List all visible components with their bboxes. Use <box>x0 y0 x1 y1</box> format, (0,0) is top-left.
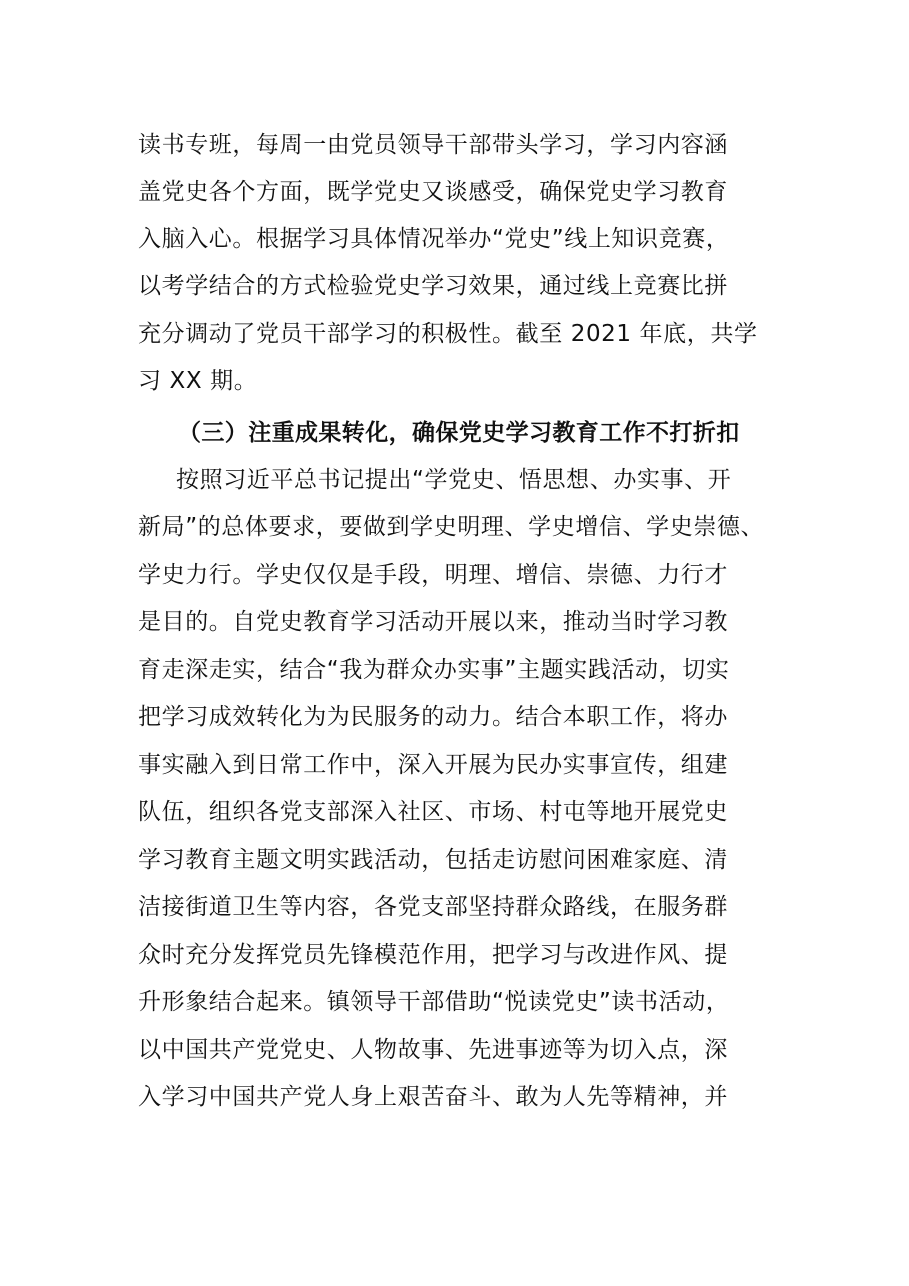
body-line-8: 新局”的总体要求，要做到学史明理、学史增信、学史崇德、 <box>138 514 765 540</box>
body-line-10: 是目的。自党史教育学习活动开展以来，推动当时学习教 <box>138 609 728 635</box>
body-line-16: 洁接街道卫生等内容，各党支部坚持群众路线，在服务群 <box>138 894 728 920</box>
body-line-5: 充分调动了党员干部学习的积极性。截至 2021 年底，共学 <box>138 321 758 347</box>
body-line-14: 队伍，组织各党支部深入社区、市场、村屯等地开展党史 <box>138 799 728 825</box>
body-line-4: 以考学结合的方式检验党史学习效果，通过线上竞赛比拼 <box>138 273 728 299</box>
body-line-7: 按照习近平总书记提出“学党史、悟思想、办实事、开 <box>176 467 732 493</box>
body-line-18: 升形象结合起来。镇领导干部借助“悦读党史”读书活动， <box>138 989 730 1015</box>
body-line-9: 学史力行。学史仅仅是手段，明理、增信、崇德、力行才 <box>138 562 728 588</box>
body-line-2: 盖党史各个方面，既学党史又谈感受，确保党史学习教育 <box>138 179 728 205</box>
section-heading: （三）注重成果转化，确保党史学习教育工作不打折扣 <box>178 420 740 446</box>
body-line-17: 众时充分发挥党员先锋模范作用，把学习与改进作风、提 <box>138 942 728 968</box>
body-line-12: 把学习成效转化为为民服务的动力。结合本职工作，将办 <box>138 704 728 730</box>
body-line-6: 习 XX 期。 <box>138 368 258 394</box>
body-line-11: 育走深走实，结合“我为群众办实事”主题实践活动，切实 <box>138 657 730 683</box>
body-line-15: 学习教育主题文明实践活动，包括走访慰问困难家庭、清 <box>138 847 728 873</box>
body-line-20: 入学习中国共产党人身上艰苦奋斗、敢为人先等精神，并 <box>138 1084 728 1110</box>
body-line-13: 事实融入到日常工作中，深入开展为民办实事宣传，组建 <box>138 752 728 778</box>
body-line-1: 读书专班，每周一由党员领导干部带头学习，学习内容涵 <box>138 132 728 158</box>
body-line-19: 以中国共产党党史、人物故事、先进事迹等为切入点，深 <box>138 1037 728 1063</box>
body-line-3: 入脑入心。根据学习具体情况举办“党史”线上知识竞赛， <box>138 226 730 252</box>
